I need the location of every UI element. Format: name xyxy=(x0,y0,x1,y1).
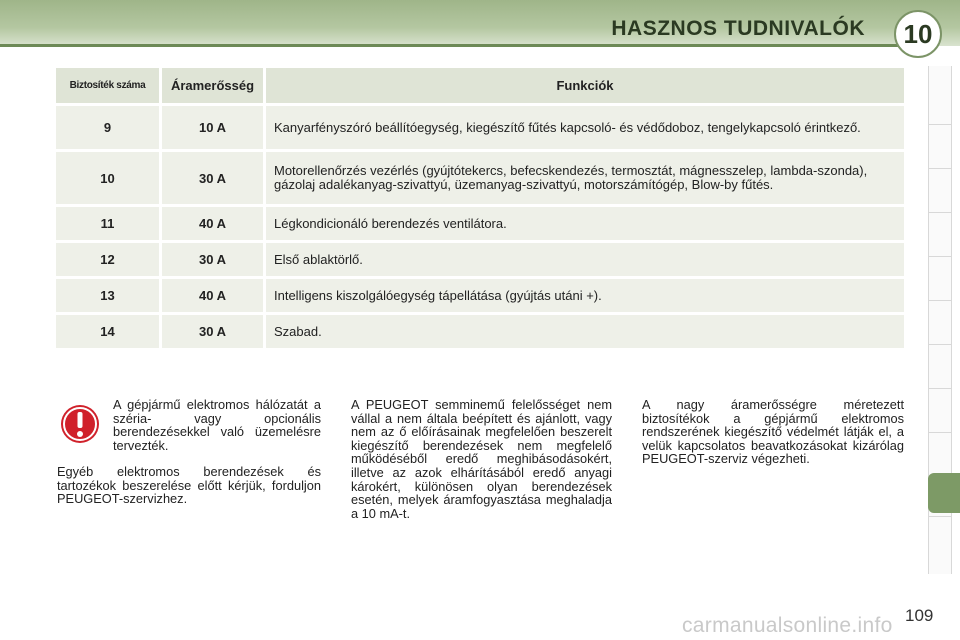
fuse-number-cell: 12 xyxy=(56,243,159,276)
column-header-functions: Funkciók xyxy=(266,68,904,103)
tab-divider xyxy=(929,212,951,213)
tab-divider xyxy=(929,124,951,125)
amperage-cell: 40 A xyxy=(162,279,263,312)
table-row xyxy=(56,106,904,149)
function-cell: Első ablaktörlő. xyxy=(266,243,904,276)
tab-divider xyxy=(929,388,951,389)
active-chapter-tab[interactable] xyxy=(928,473,960,513)
tab-divider xyxy=(929,256,951,257)
table-row xyxy=(56,279,904,312)
amperage-cell: 30 A xyxy=(162,315,263,348)
function-cell: Szabad. xyxy=(266,315,904,348)
tab-divider xyxy=(929,300,951,301)
amperage-cell: 40 A xyxy=(162,207,263,240)
table-header-row xyxy=(56,68,904,103)
fuse-number-cell: 14 xyxy=(56,315,159,348)
fuse-number-cell: 9 xyxy=(56,106,159,149)
amperage-cell: 30 A xyxy=(162,152,263,204)
table-row xyxy=(56,315,904,348)
liability-text: A PEUGEOT semminemű felelősséget nem vállal a nem általa beépített és ajánlott, vagy nem az ő előírásainak megfelelően beszerelt kiegészítő berendezések nem megfelelő működéséből eredő meghibásodásokért, illetve az azok elhárításából eredő anyagi károkért, különösen olyan berendezések esetén, melyek áramfogyasztása meghaladja a 10 mA-t. xyxy=(351,397,612,521)
watermark: carmanualsonline.info xyxy=(682,614,893,637)
tab-divider xyxy=(929,432,951,433)
page-number: 109 xyxy=(905,606,934,625)
tab-divider xyxy=(929,516,951,517)
function-cell: Motorellenőrzés vezérlés (gyújtótekercs, befecskendezés, termosztát, mágnesszelep, lambda-szonda), gázolaj adalékanyag-szivattyú, üzemanyag-szivattyú, motorszámítógép, Blow-by fűtés. xyxy=(266,152,904,204)
page-title: HASZNOS TUDNIVALÓK xyxy=(611,17,865,40)
chapter-number: 10 xyxy=(903,18,933,49)
function-cell: Légkondicionáló berendezés ventilátora. xyxy=(266,207,904,240)
fuse-number-cell: 10 xyxy=(56,152,159,204)
table-row xyxy=(56,152,904,204)
amperage-cell: 10 A xyxy=(162,106,263,149)
function-cell: Kanyarfényszóró beállítóegység, kiegészítő fűtés kapcsoló- és védődoboz, tengelykapcsoló érintkező. xyxy=(266,106,904,149)
function-cell: Intelligens kiszolgálóegység tápellátása (gyújtás utáni +). xyxy=(266,279,904,312)
amperage-cell: 30 A xyxy=(162,243,263,276)
warning-text: A gépjármű elektromos hálózatát a széria- vagy opcionális berendezésekkel való üzemelésre tervezték. xyxy=(113,397,321,453)
column-header-fuse-number: Biztosíték száma xyxy=(56,68,159,103)
fuse-number-cell: 11 xyxy=(56,207,159,240)
high-current-text: A nagy áramerősségre méretezett biztosítékok a gépjármű elektromos rendszerének kiegészítő védelmét látják el, a velük kapcsolatos beavatkozásokat kizárólag PEUGEOT-szerviz végezheti. xyxy=(642,397,904,467)
fuse-table xyxy=(56,68,904,351)
chapter-badge xyxy=(894,10,942,58)
table-row xyxy=(56,243,904,276)
tab-divider xyxy=(929,344,951,345)
header-stripe xyxy=(0,44,900,47)
table-row xyxy=(56,207,904,240)
exclamation-warning-icon xyxy=(60,404,100,444)
other-devices-text: Egyéb elektromos berendezések és tartozékok beszerelése előtt kérjük, forduljon PEUGEOT-szervizhez. xyxy=(57,464,321,507)
tab-divider xyxy=(929,168,951,169)
fuse-number-cell: 13 xyxy=(56,279,159,312)
column-header-amperage: Áramerősség xyxy=(162,68,263,103)
